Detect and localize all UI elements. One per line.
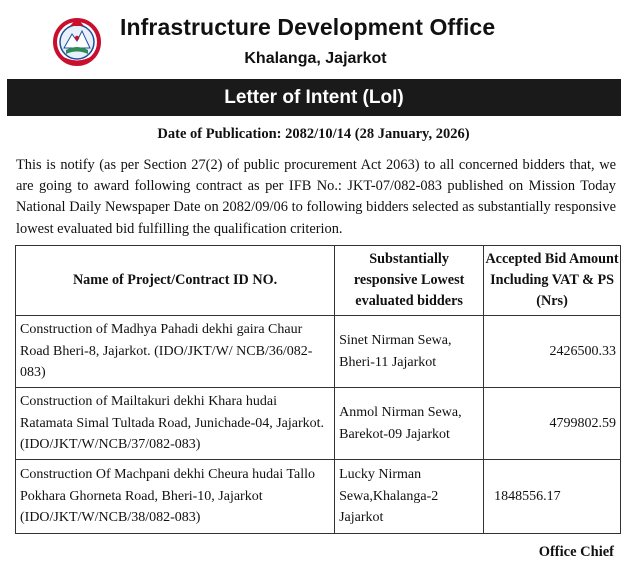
project-cell: Construction of Madhya Pahadi dekhi gaira Chaur Road Bheri-8, Jajarkot. (IDO/JKT/W/ NCB/36/082-083) bbox=[16, 316, 335, 388]
header-bidder: Substantially responsive Lowest evaluated bidders bbox=[335, 246, 484, 316]
bidder-cell: Anmol Nirman Sewa, Barekot-09 Jajarkot bbox=[335, 388, 484, 460]
project-cell: Construction Of Machpani dekhi Cheura hudai Tallo Pokhara Ghorneta Road, Bheri-10, Jajarkot (IDO/JKT/W/NCB/38/082-083) bbox=[16, 460, 335, 534]
letterhead bbox=[0, 0, 627, 80]
amount-cell: 4799802.59 bbox=[484, 388, 621, 460]
bidder-cell: Lucky Nirman Sewa,Khalanga-2 Jajarkot bbox=[335, 460, 484, 534]
table-header-row bbox=[16, 246, 621, 316]
signatory: Office Chief bbox=[538, 544, 614, 560]
project-cell: Construction of Mailtakuri dekhi Khara hudai Ratamata Simal Tultada Road, Junichade-04, Jajarkot.(IDO/JKT/W/NCB/37/082-083) bbox=[16, 388, 335, 460]
organization-name: Infrastructure Development Office bbox=[120, 14, 496, 40]
notice-title-banner: Letter of Intent (LoI) bbox=[7, 79, 621, 116]
table-row bbox=[16, 388, 621, 460]
publication-date: Date of Publication: 2082/10/14 (28 January, 2026) bbox=[157, 126, 470, 142]
header-project: Name of Project/Contract ID NO. bbox=[16, 246, 335, 316]
organization-address: Khalanga, Jajarkot bbox=[244, 50, 387, 67]
award-table bbox=[15, 245, 621, 534]
table-row bbox=[16, 316, 621, 388]
table-row bbox=[16, 460, 621, 534]
amount-cell: 1848556.17 bbox=[484, 460, 621, 534]
notice-body: This is notify (as per Section 27(2) of public procurement Act 2063) to all concerned bidders that, we are going to award following contract as per IFB No.: JKT-07/082-083 published on Mission Today National Daily Newspaper Date on 2082/09/06 to following bidders selected as substantially responsive lowest evaluated bid fulfilling the qualification criterion. bbox=[16, 157, 616, 237]
amount-cell: 2426500.33 bbox=[484, 316, 621, 388]
bidder-cell: Sinet Nirman Sewa, Bheri-11 Jajarkot bbox=[335, 316, 484, 388]
header-amount: Accepted Bid Amount Including VAT & PS (Nrs) bbox=[484, 246, 621, 316]
